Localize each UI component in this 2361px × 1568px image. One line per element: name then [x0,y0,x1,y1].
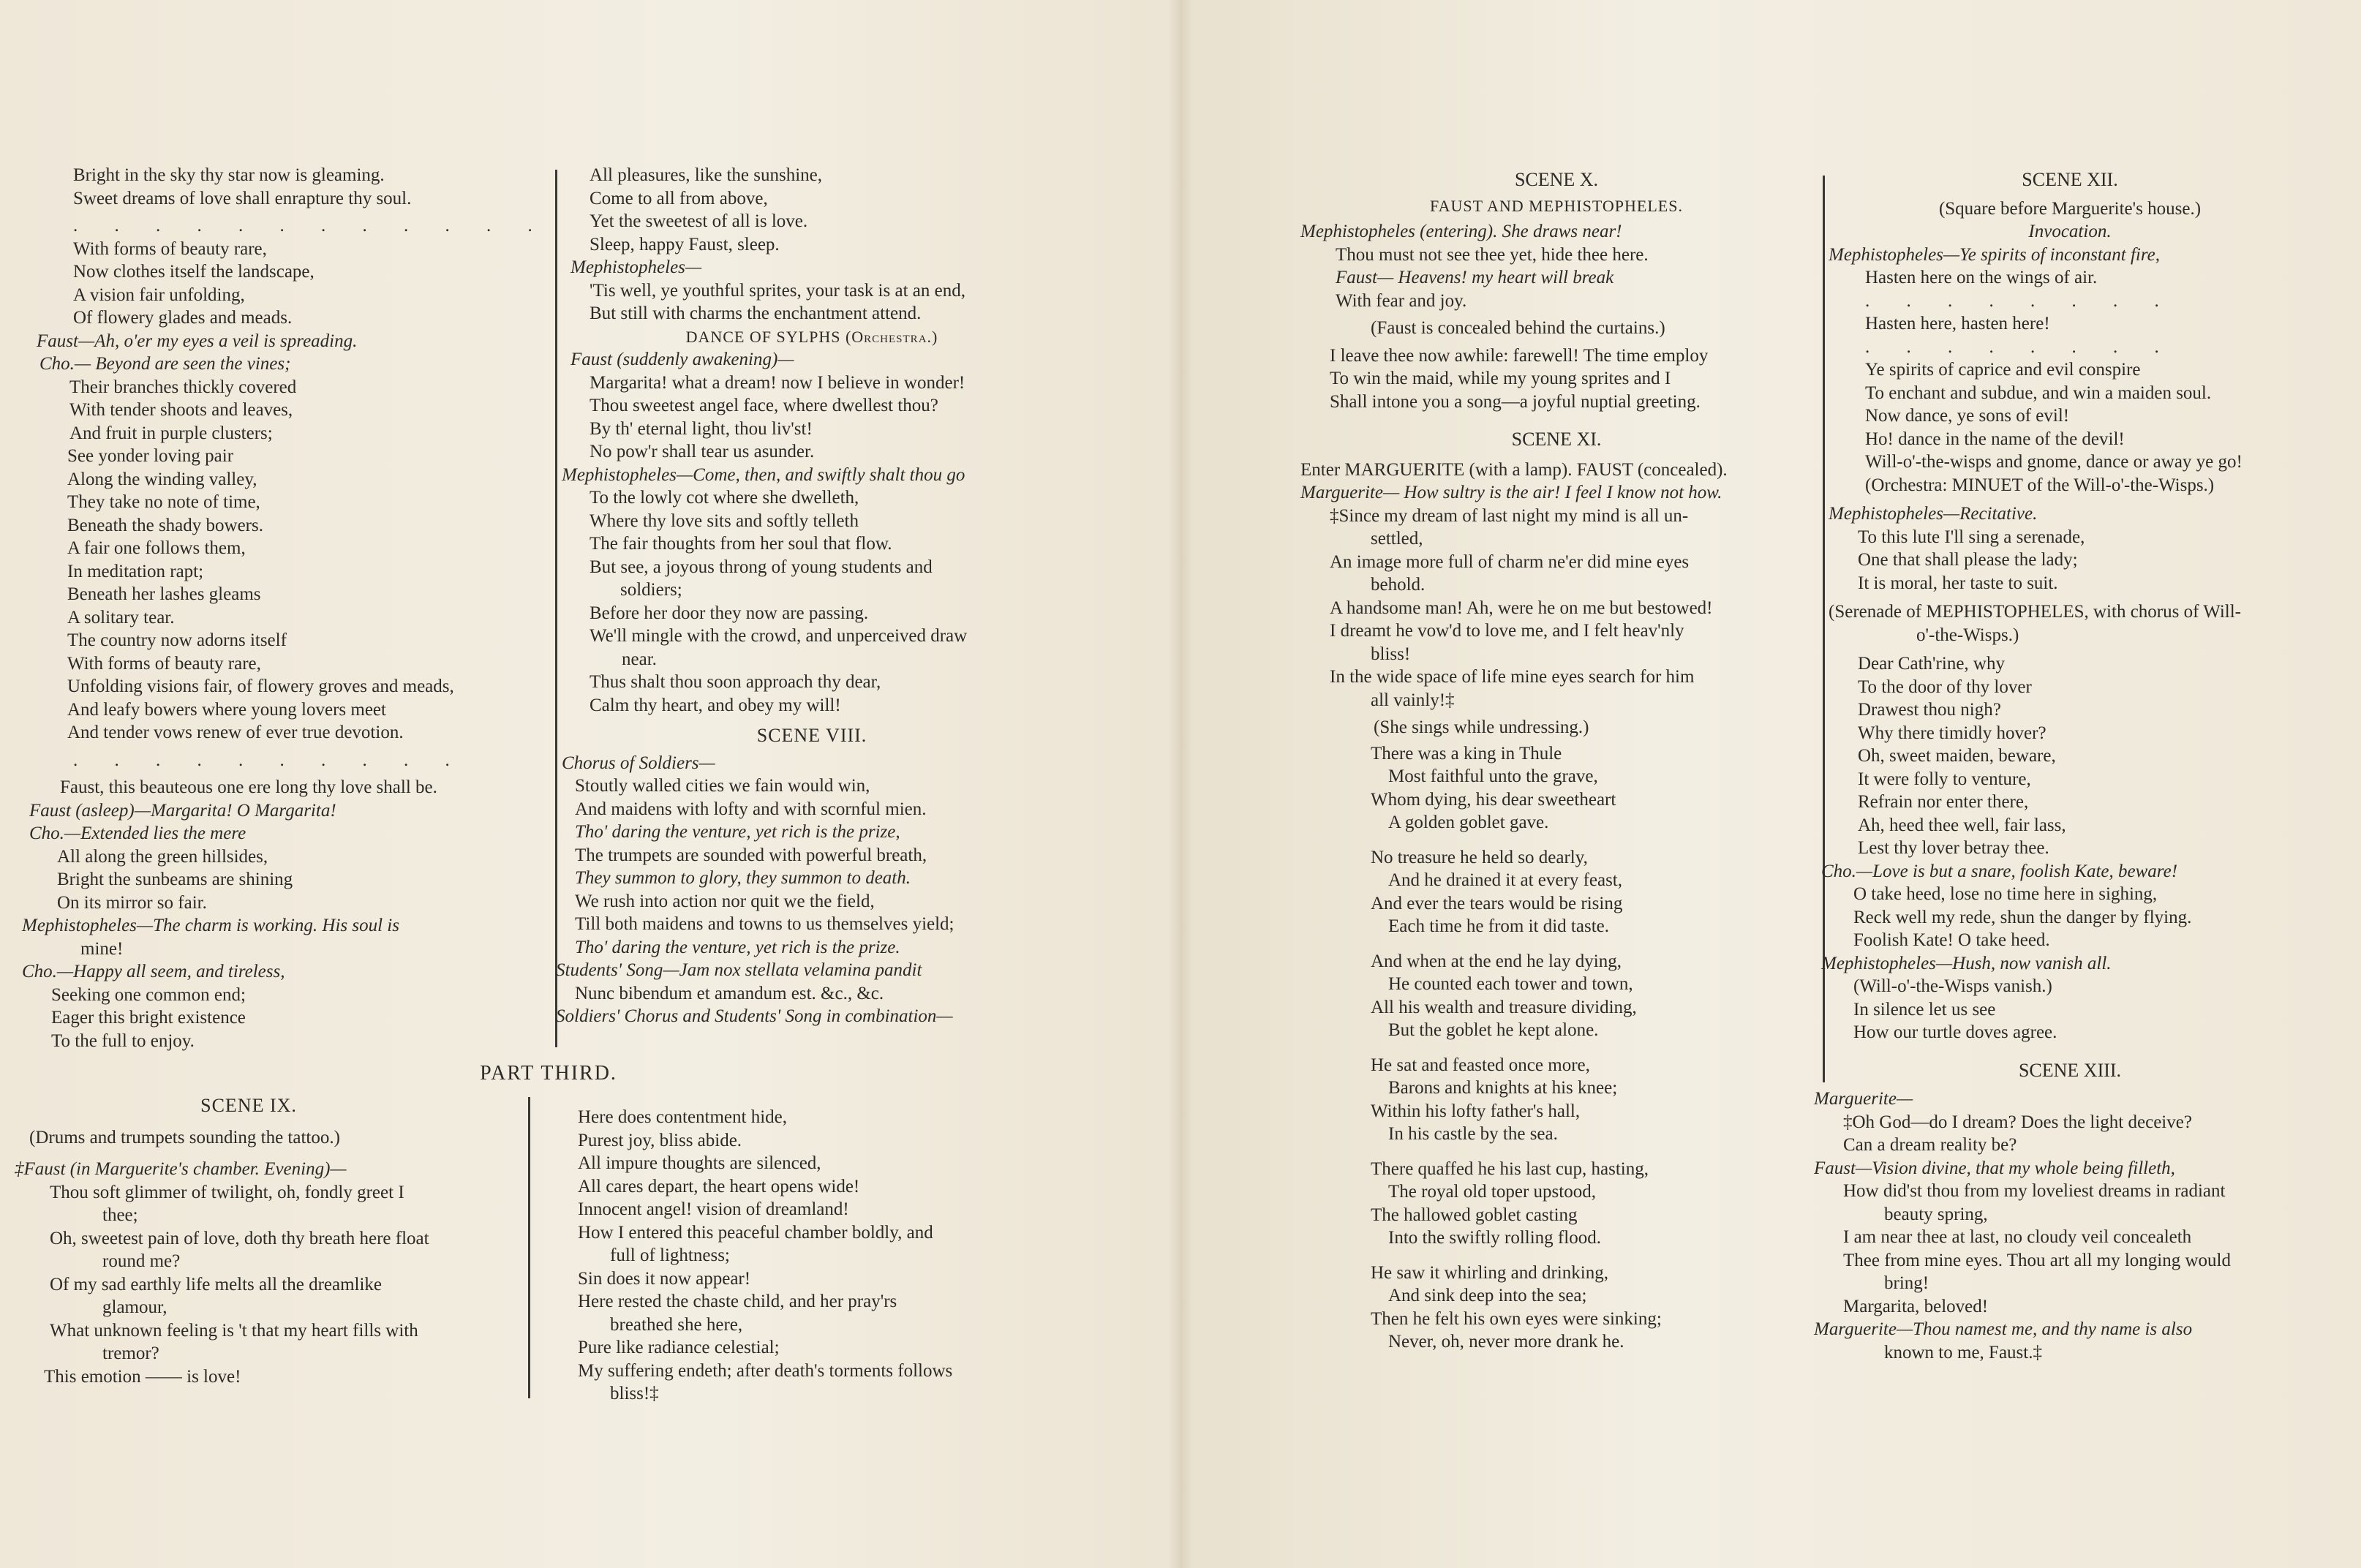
thule-verse-line: Into the swiftly rolling flood. [1388,1228,1601,1248]
spacer [1300,1042,1821,1054]
verse-line: o'-the-Wisps.) [1916,625,2019,645]
scene-x-heading: SCENE X. [1514,169,1599,190]
thule-verse-line: Most faithful unto the grave, [1388,766,1598,786]
verse-line: Eager this bright existence [51,1008,246,1028]
verse-line: We'll mingle with the crowd, and unperceived draw [590,626,968,646]
verse-line: And tender vows renew of ever true devotion. [67,723,404,742]
verse-line: It is moral, her taste to suit. [1858,573,2058,593]
speaker-line: Invocation. [2028,222,2112,241]
italic-line: Chorus of Soldiers— [562,753,715,773]
column-4 [1814,168,2341,1364]
verse-line: Thou sweetest angel face, where dwellest thou? [590,396,938,415]
verse-line: With tender shoots and leaves, [69,400,293,420]
verse-line: Why there timidly hover? [1858,723,2046,743]
verse-line: All along the green hillsides, [57,846,268,867]
verse-line: Sin does it now appear! [578,1268,751,1289]
verse-line: Sleep, happy Faust, sleep. [590,234,780,255]
verse-line: Ho! dance in the name of the devil! [1865,429,2125,449]
italic-line: Tho' daring the venture, yet rich is the prize. [575,937,900,957]
verse-line: Margarita! what a dream! now I believe in wonder! [590,372,965,393]
spacer [1300,834,1821,846]
verse-line: Yet the sweetest of all is love. [590,211,808,231]
thule-verse-line: Never, oh, never more drank he. [1388,1332,1624,1352]
verse-line: Now dance, ye sons of evil! [1865,406,2070,426]
verse-line: Innocent angel! vision of dreamland! [578,1199,849,1219]
thule-verse-line: But the goblet he kept alone. [1388,1020,1599,1040]
verse-line: breathed she here, [610,1314,743,1335]
verse-line: beauty spring, [1884,1204,1988,1224]
page-gutter [1169,0,1192,1568]
speaker-line: Mephistopheles—The charm is working. His soul is [22,916,399,935]
speaker-line: Cho.—Love is but a snare, foolish Kate, beware! [1821,861,2178,881]
verse-line: All pleasures, like the sunshine, [590,165,822,185]
verse-line: Hasten here, hasten here! [1865,314,2050,333]
column-3 [1300,168,1821,1365]
speaker-line: Mephistopheles (entering). She draws near! [1300,222,1622,241]
verse-line: Of flowery glades and meads. [73,308,293,328]
scene-ix-heading: SCENE IX. [200,1095,297,1116]
verse-line: To the full to enjoy. [51,1030,195,1051]
scene-xii-heading: SCENE XII. [2022,169,2118,190]
thule-verse-line: No treasure he held so dearly, [1371,847,1588,867]
verse-line: An image more full of charm ne'er did mine eyes [1330,551,1690,572]
spacer [1814,1044,2341,1059]
verse-line: Along the winding valley, [67,469,257,489]
verse-line: A vision fair unfolding, [73,284,245,305]
verse-line: (Faust is concealed behind the curtains.) [1371,318,1665,338]
verse-line: With forms of beauty rare, [73,238,267,259]
verse-line: By th' eternal light, thou liv'st! [590,418,813,439]
speaker-line: Faust (suddenly awakening)— [571,350,794,369]
verse-line: In the wide space of life mine eyes search for him [1330,667,1695,687]
verse-line: In silence let us see [1853,999,1996,1019]
verse-line: See yonder loving pair [67,446,234,466]
verse-line: I am near thee at last, no cloudy veil concealeth [1843,1227,2192,1247]
verse-line: Come to all from above, [590,188,768,208]
speaker-line: Mephistopheles—Recitative. [1829,504,2038,524]
speaker-line: Faust (asleep)—Margarita! O Margarita! [29,800,336,821]
verse-line: Thee from mine eyes. Thou art all my longing would [1843,1250,2231,1270]
scene-xiii-heading: SCENE XIII. [2018,1059,2122,1081]
spacer [1300,1354,1821,1365]
verse-line: Thus shalt thou soon approach thy dear, [590,672,881,692]
verse-line: Oh, sweetest pain of love, doth thy breath here float [50,1228,429,1248]
verse-line: Seeking one common end; [51,984,246,1005]
verse-line: near. [622,649,657,669]
spacer [1300,1146,1821,1158]
italic-line: Tho' daring the venture, yet rich is the prize, [575,822,900,842]
speaker-line: Cho.—Extended lies the mere [29,823,246,843]
verse-line: Refrain nor enter there, [1858,792,2029,812]
thule-verse-line: Within his lofty father's hall, [1371,1101,1581,1121]
verse-line: bring! [1884,1273,1929,1293]
spacer [556,717,1082,724]
verse-line: Drawest thou nigh? [1858,700,2001,720]
column-1 [22,164,549,1052]
thule-verse-line: A golden goblet gave. [1388,813,1549,832]
verse-line: All cares depart, the heart opens wide! [578,1176,860,1196]
verse-line: But still with charms the enchantment attend. [590,304,922,323]
verse-line: On its mirror so fair. [57,892,207,913]
verse-line: Thou must not see thee yet, hide thee here. [1336,244,1649,265]
verse-line: Thou soft glimmer of twilight, oh, fondly greet I [50,1182,404,1202]
speaker-line: Cho.—Happy all seem, and tireless, [22,962,285,981]
verse-line: With fear and joy. [1336,290,1467,311]
verse-line: Bright in the sky thy star now is gleaming. [73,165,385,185]
part-third-title: PART THIRD. [480,1062,617,1085]
verse-line: Hasten here on the wings of air. [1865,268,2098,287]
verse-line: Beneath her lashes gleams [67,584,261,604]
verse-line: To this lute I'll sing a serenade, [1858,527,2085,547]
verse-line: But see, a joyous throng of young students and [590,557,933,577]
verse-line: We rush into action nor quit we the field, [575,891,875,911]
thule-verse-line: The hallowed goblet casting [1371,1205,1578,1225]
column-2 [556,164,1082,1028]
verse-line: I leave thee now awhile: farewell! The time employ [1330,345,1709,366]
verse-line: settled, [1371,529,1423,549]
verse-line: To enchant and subdue, and win a maiden soul. [1865,382,2212,403]
verse-line: Ye spirits of caprice and evil conspire [1865,360,2141,380]
verse-line: The fair thoughts from her soul that flow. [590,534,892,554]
verse-line: Pure like radiance celestial; [578,1338,780,1357]
speaker-line: Marguerite—Thou namest me, and thy name is also [1814,1319,2193,1339]
spacer [1814,192,2341,197]
scene-ix-block [15,1094,534,1388]
verse-line: I dreamt he vow'd to love me, and I felt heav'nly [1330,621,1684,641]
verse-line: thee; [102,1205,138,1225]
verse-line: Sweet dreams of love shall enrapture thy soul. [73,188,412,208]
verse-line: To the door of thy lover [1858,676,2032,697]
speaker-line: Faust—Vision divine, that my whole being filleth, [1814,1158,2175,1178]
verse-line: Ah, heed thee well, fair lass, [1858,815,2066,835]
verse-line: Oh, sweet maiden, beware, [1858,746,2056,766]
verse-line: Now clothes itself the landscape, [73,262,315,282]
verse-line: behold. [1371,575,1426,595]
verse-line: Shall intone you a song—a joyful nuptial greeting. [1330,391,1701,412]
thule-verse-line: And he drained it at every feast, [1388,870,1623,890]
verse-line: Will-o'-the-wisps and gnome, dance or away ye go! [1865,452,2243,472]
thule-verse-line: There was a king in Thule [1371,743,1562,764]
verse-line: bliss! [1371,644,1411,664]
verse-line: To win the maid, while my young sprites and I [1330,369,1671,388]
verse-line: tremor? [102,1343,159,1363]
verse-line: Reck well my rede, shun the danger by flying. [1853,907,2192,927]
verse-line: And leafy bowers where young lovers meet [67,699,386,720]
verse-line: glamour, [102,1297,167,1317]
ellipsis-line: . . . . . . . . . . . . [73,216,549,235]
spacer [15,1149,534,1158]
verse-line: Beneath the shady bowers. [67,515,263,535]
verse-line: (Square before Marguerite's house.) [1938,198,2202,219]
column-2-lower [571,1106,1082,1406]
verse-line: And fruit in purple clusters; [69,423,273,443]
verse-line: Till both maidens and towns to us themselves yield; [575,914,954,934]
verse-line: full of lightness; [610,1245,730,1265]
verse-line: They take no note of time, [67,492,260,512]
verse-line: round me? [102,1251,181,1271]
spacer [1814,647,2341,652]
verse-line: To the lowly cot where she dwelleth, [590,488,859,508]
verse-line: And maidens with lofty and with scornful mien. [575,799,927,819]
ellipsis-line: . . . . . . . . . . [73,750,466,770]
speaker-line: Marguerite— How sultry is the air! I feel I know not how. [1300,483,1722,502]
italic-line: They summon to glory, they summon to death. [575,868,911,888]
thule-verse-line: Each time he from it did taste. [1388,916,1609,936]
verse-line: (Orchestra: MINUET of the Will-o'-the-Wisps.) [1865,475,2215,495]
thule-verse-line: And sink deep into the sea; [1388,1286,1587,1305]
verse-line: Their branches thickly covered [69,377,297,397]
verse-line: mine! [80,938,124,959]
thule-verse-line: There quaffed he his last cup, hasting, [1371,1158,1649,1179]
verse-line: known to me, Faust.‡ [1884,1342,2042,1362]
verse-line: My suffering endeth; after death's torments follows [578,1360,953,1381]
verse-line: How did'st thou from my loveliest dreams in radiant [1843,1181,2226,1201]
verse-line: all vainly!‡ [1371,690,1455,710]
verse-line: A solitary tear. [67,607,175,627]
verse-line: Bright the sunbeams are shining [57,870,293,889]
ellipsis-line: . . . . . . . . [1865,290,2175,311]
verse-line: Nunc bibendum et amandum est. &c., &c. [575,983,884,1003]
verse-line: The trumpets are sounded with powerful breath, [575,845,927,865]
verse-line: A handsome man! Ah, were he on me but bestowed! [1330,598,1713,618]
speaker-line: Marguerite— [1814,1089,1913,1109]
verse-line: Can a dream reality be? [1843,1135,2017,1155]
thule-verse-line: He counted each tower and town, [1388,974,1633,994]
speaker-line: Faust— Heavens! my heart will break [1336,268,1614,287]
spacer [1300,451,1821,459]
verse-line: (Will-o'-the-Wisps vanish.) [1853,976,2052,996]
verse-line: O take heed, lose no time here in sighing, [1853,884,2158,904]
verse-line: Foolish Kate! O take heed. [1853,930,2050,950]
verse-line: Purest joy, bliss abide. [578,1130,742,1150]
thule-verse-line: He saw it whirling and drinking, [1371,1262,1608,1283]
verse-line: Enter MARGUERITE (with a lamp). FAUST (concealed). [1300,459,1728,480]
spacer [1814,1082,2341,1088]
thule-verse-line: The royal old toper upstood, [1388,1182,1596,1202]
verse-line: (She sings while undressing.) [1374,717,1589,737]
italic-line: Soldiers' Chorus and Students' Song in combination— [556,1006,953,1026]
dance-of-sylphs-heading: DANCE OF SYLPHS (Orchestra.) [685,327,938,346]
verse-line: Unfolding visions fair, of flowery groves and meads, [67,676,454,696]
scene-x-subheading: FAUST AND MEPHISTOPHELES. [1430,196,1683,215]
italic-line: Students' Song—Jam nox stellata velamina pandit [556,960,922,980]
verse-line: Faust, this beauteous one ere long thy love shall be. [60,777,437,797]
verse-line: No pow'r shall tear us asunder. [590,442,815,461]
thule-verse-line: Barons and knights at his knee; [1388,1078,1618,1098]
spacer [1300,938,1821,950]
verse-line: bliss!‡ [610,1384,659,1403]
verse-line: ‡Since my dream of last night my mind is all un- [1330,505,1689,526]
verse-line: Here does contentment hide, [578,1107,788,1127]
verse-line: 'Tis well, ye youthful sprites, your task is at an end, [590,280,965,301]
speaker-line: Mephistopheles—Come, then, and swiftly shalt thou go [562,464,965,485]
scene-xi-heading: SCENE XI. [1511,429,1602,450]
verse-line: soldiers; [620,580,682,600]
verse-line: This emotion —— is love! [44,1366,241,1387]
speaker-line: Mephistopheles— [571,257,702,277]
speaker-line: Faust—Ah, o'er my eyes a veil is spreading. [37,331,358,351]
verse-line: Dear Cath'rine, why [1858,654,2005,674]
verse-line: Here rested the chaste child, and her pray'rs [578,1292,897,1311]
verse-line: Stoutly walled cities we fain would win, [575,776,870,796]
verse-line: It were folly to venture, [1858,769,2031,789]
verse-line: Lest thy lover betray thee. [1858,838,2049,858]
verse-line: How our turtle doves agree. [1853,1022,2057,1042]
speaker-line: Mephistopheles—Ye spirits of inconstant fire, [1829,244,2161,265]
verse-line: A fair one follows them, [67,538,246,558]
verse-line: The country now adorns itself [67,630,287,650]
thule-verse-line: Then he felt his own eyes were sinking; [1371,1308,1662,1329]
verse-line: ‡Oh God—do I dream? Does the light deceive? [1843,1112,2192,1132]
verse-line: In meditation rapt; [67,561,204,581]
spacer [1300,413,1821,428]
thule-verse-line: He sat and feasted once more, [1371,1055,1590,1075]
spacer [1300,1250,1821,1262]
verse-line: How I entered this peaceful chamber boldly, and [578,1222,933,1243]
thule-verse-line: And ever the tears would be rising [1371,893,1623,913]
spacer [15,1117,534,1126]
thule-verse-line: All his wealth and treasure dividing, [1371,997,1637,1017]
verse-line: All impure thoughts are silenced, [578,1153,821,1173]
verse-line: Of my sad earthly life melts all the dreamlike [50,1274,383,1294]
scene-viii-heading: SCENE VIII. [756,725,867,746]
verse-line: With forms of beauty rare, [67,653,261,674]
speaker-line: ‡Faust (in Marguerite's chamber. Evening)— [15,1159,347,1179]
speaker-line: Cho.— Beyond are seen the vines; [39,354,291,374]
column-rule-1b [528,1097,530,1398]
ellipsis-line: . . . . . . . . [1865,336,2175,357]
stage-direction: (Drums and trumpets sounding the tattoo.) [29,1127,340,1147]
speaker-line: Mephistopheles—Hush, now vanish all. [1821,953,2112,973]
verse-line: Before her door they now are passing. [590,603,869,623]
thule-verse-line: In his castle by the sea. [1388,1124,1558,1144]
spacer [1814,595,2341,600]
thule-verse-line: Whom dying, his dear sweetheart [1371,789,1616,810]
thule-verse-line: And when at the end he lay dying, [1371,951,1622,971]
spacer [1814,497,2341,502]
verse-line: What unknown feeling is 't that my heart fills with [50,1320,418,1341]
verse-line: One that shall please the lady; [1858,550,2078,570]
verse-line: Margarita, beloved! [1843,1296,1989,1316]
verse-line: Calm thy heart, and obey my will! [590,695,841,715]
verse-line: Where thy love sits and softly telleth [590,510,859,531]
verse-line: (Serenade of MEPHISTOPHELES, with chorus of Will- [1829,602,2241,622]
